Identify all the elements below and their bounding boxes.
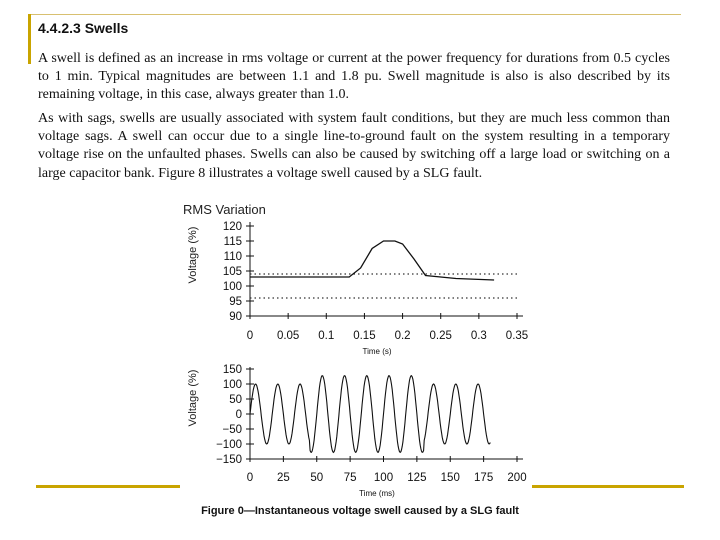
chart2-x-tick-label: 0	[246, 472, 254, 484]
chart2-y-tick-label: −50	[222, 424, 242, 436]
chart2-y-tick-label: −100	[216, 439, 242, 451]
accent-bottom-line-right	[532, 485, 684, 488]
chart2-x-tick-label: 75	[343, 472, 357, 484]
chart1-x-tick-label: 0	[246, 330, 254, 342]
paragraph-definition: A swell is defined as an increase in rms voltage or current at the power frequency for durations from 0.5 cycles to 1 min. Typical magnitudes are between 1.1 and 1.8 pu. Swell magnitude is also is also described by its remaining voltage, in this case, always greater than 1.0.	[38, 51, 670, 103]
chart1-x-tick-label: 0.35	[505, 330, 529, 342]
chart2-y-tick-label: −150	[216, 454, 242, 466]
chart1-y-tick-label: 110	[223, 251, 242, 263]
chart1-x-tick-label: 0.2	[394, 330, 411, 342]
chart1-y-tick-label: 100	[222, 281, 242, 293]
chart2-x-tick-label: 175	[474, 472, 494, 484]
chart1-title: RMS Variation	[183, 202, 266, 217]
chart2-waveform	[250, 376, 490, 453]
chart1-y-tick-label: 120	[222, 221, 242, 233]
chart2-x-label: Time (ms)	[359, 489, 395, 498]
paragraph-causes: As with sags, swells are usually associated with system fault conditions, but they are much less common than voltage sags. A swell can occur due to a single line-to-ground fault on the system resulting in a temporary voltage rise on the unfaulted phases. Swells can also be caused by switching off a large load or switching on a large capacitor bank. Figure 8 illustrates a voltage swell caused by a SLG fault.	[38, 111, 670, 181]
chart1-x-tick-label: 0.3	[470, 330, 487, 342]
chart1-y-tick-label: 90	[229, 311, 242, 323]
section-heading: 4.4.2.3 Swells	[38, 20, 129, 36]
chart1-x-tick-label: 0.05	[276, 330, 300, 342]
chart2-x-tick-label: 150	[440, 472, 460, 484]
chart2-x-tick-label: 200	[507, 472, 527, 484]
chart2-x-tick-label: 100	[373, 472, 394, 484]
chart2-y-tick-label: 0	[235, 409, 242, 421]
chart2-y-tick-label: 50	[229, 394, 242, 406]
chart1-y-tick-label: 95	[229, 296, 242, 308]
chart2-x-tick-label: 25	[276, 472, 290, 484]
chart2-y-tick-label: 150	[222, 364, 242, 376]
chart2-y-tick-label: 100	[222, 379, 242, 391]
accent-bottom-line-left	[36, 485, 180, 488]
chart2-x-tick-label: 50	[310, 472, 324, 484]
chart1-x-tick-label: 0.25	[429, 330, 452, 342]
chart1-x-label: Time (s)	[362, 347, 392, 356]
chart1-y-label: Voltage (%)	[187, 226, 199, 284]
chart1-x-tick-label: 0.1	[318, 330, 335, 342]
chart2-y-label: Voltage (%)	[187, 369, 199, 427]
chart1-y-tick-label: 105	[222, 266, 242, 278]
chart1-y-tick-label: 115	[223, 236, 242, 248]
chart1-x-tick-label: 0.15	[353, 330, 376, 342]
figure-caption: Figure 0—Instantaneous voltage swell caused by a SLG fault	[201, 505, 519, 517]
chart2-x-tick-label: 125	[407, 472, 427, 484]
